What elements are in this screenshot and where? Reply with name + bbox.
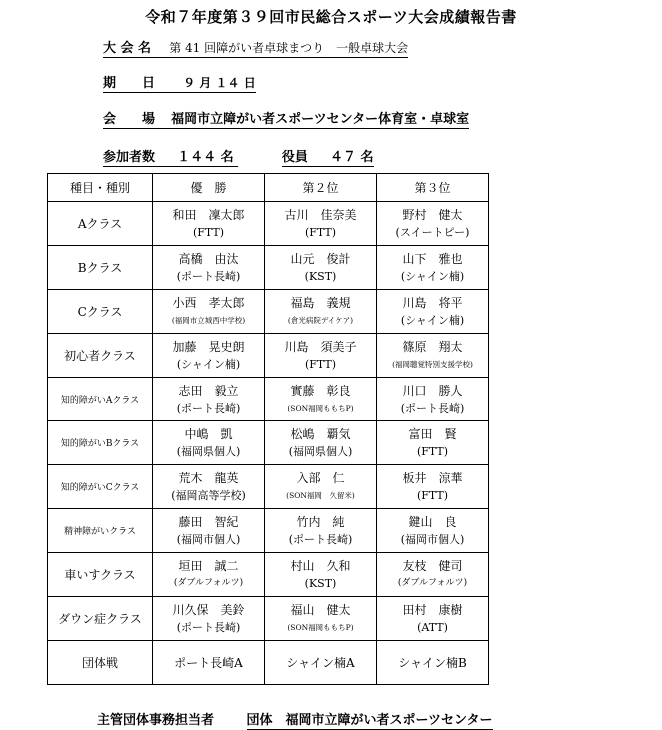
third-affiliation: (ATT): [417, 620, 448, 634]
first-place-cell: [153, 421, 265, 465]
third-affiliation: (福岡市個人): [400, 533, 465, 547]
footer-line: [97, 709, 493, 728]
second-place-cell: [265, 202, 377, 246]
third-place-cell: [377, 377, 489, 421]
third-name: 篠原 翔太: [402, 339, 463, 354]
header-category: 種目・種別: [48, 174, 153, 202]
second-affiliation: (KST): [304, 577, 337, 591]
winner-name: 中嶋 凱: [184, 427, 233, 442]
third-place-cell: [377, 333, 489, 377]
second-place-cell: [265, 509, 377, 553]
first-place-cell: [153, 202, 265, 246]
first-place-cell: [153, 553, 265, 597]
winner-name: 荒木 龍英: [178, 471, 239, 486]
participants-label: 参加者数: [103, 150, 156, 165]
second-affiliation: (福岡県個人): [288, 445, 353, 459]
second-affiliation: (ポート長崎): [288, 533, 353, 547]
second-place-cell: [265, 597, 377, 641]
category-cell: 初心者クラス: [48, 333, 153, 377]
first-place-cell: [153, 333, 265, 377]
third-affiliation: (ポート長崎): [400, 401, 465, 415]
winner-affiliation: (福岡県個人): [176, 445, 241, 459]
second-affiliation: (倉光病院デイケア): [287, 315, 354, 325]
date-line: [103, 72, 256, 91]
second-affiliation: (SON福岡 久留米): [286, 491, 355, 501]
officials-value: ４７ 名: [329, 150, 374, 165]
winner-affiliation: (福岡市個人): [176, 533, 241, 547]
winner-name: 垣田 誠二: [178, 559, 239, 574]
second-place-cell: シャイン楠A: [265, 640, 377, 684]
second-affiliation: (KST): [304, 269, 337, 283]
date-value: ９ 月 １４ 日: [183, 76, 256, 90]
category-cell: 知的障がいCクラス: [48, 465, 153, 509]
footer-label: 主管団体事務担当者: [97, 713, 215, 728]
third-place-cell: シャイン楠B: [377, 640, 489, 684]
third-affiliation: (スイートピー): [395, 225, 470, 239]
third-affiliation: (FTT): [416, 445, 449, 459]
second-place-cell: [265, 245, 377, 289]
third-place-cell: [377, 202, 489, 246]
winner-affiliation: (福岡市立城西中学校): [171, 315, 246, 325]
category-cell: 団体戦: [48, 640, 153, 684]
winner-name: 小西 孝太郎: [172, 295, 245, 310]
third-place-cell: [377, 245, 489, 289]
third-place-cell: [377, 509, 489, 553]
header-third: 第３位: [377, 174, 489, 202]
venue-value: 福岡市立障がい者スポーツセンター体育室・卓球室: [171, 112, 470, 127]
event-name-line: [103, 37, 408, 56]
third-affiliation: (シャイン楠): [400, 313, 465, 327]
second-name: 實藤 彰良: [290, 383, 351, 398]
category-cell: Bクラス: [48, 245, 153, 289]
venue-line: [103, 108, 469, 127]
header-second: 第２位: [265, 174, 377, 202]
winner-name: 藤田 智紀: [178, 515, 239, 530]
winner-name: 高橋 由汰: [178, 251, 239, 266]
third-name: 川島 将平: [402, 295, 463, 310]
second-name: 山元 俊計: [290, 251, 351, 266]
winner-affiliation: (シャイン楠): [176, 357, 241, 371]
winner-affiliation: (FTT): [192, 225, 225, 239]
table-row: [48, 289, 489, 333]
table-row: [48, 333, 489, 377]
table-row: [48, 245, 489, 289]
first-place-cell: [153, 597, 265, 641]
third-place-cell: [377, 421, 489, 465]
table-row: [48, 465, 489, 509]
winner-name: 川久保 美鈴: [172, 602, 245, 617]
participants-value: １４４ 名: [177, 150, 234, 165]
winner-affiliation: (ポート長崎): [176, 401, 241, 415]
second-affiliation: (FTT): [304, 357, 337, 371]
winner-affiliation: (ポート長崎): [176, 269, 241, 283]
category-cell: ダウン症クラス: [48, 597, 153, 641]
first-place-cell: [153, 289, 265, 333]
winner-affiliation: (福岡高等学校): [171, 489, 246, 503]
category-cell: 知的障がいAクラス: [48, 377, 153, 421]
category-cell: Aクラス: [48, 202, 153, 246]
officials-label: 役員: [281, 150, 308, 165]
third-name: 鍵山 良: [408, 515, 457, 530]
event-name-value: 第 41 回障がい者卓球まつり 一般卓球大会: [169, 41, 409, 55]
table-header-row: [48, 174, 489, 202]
header-first: 優 勝: [153, 174, 265, 202]
third-name: 板井 涼華: [402, 471, 463, 486]
second-place-cell: [265, 289, 377, 333]
venue-label: 会 場: [103, 112, 156, 127]
third-place-cell: [377, 465, 489, 509]
first-place-cell: ポート長崎A: [153, 640, 265, 684]
second-name: 松嶋 覇気: [290, 427, 351, 442]
page-title: 令和７年度第３９回市民総合スポーツ大会成績報告書: [145, 8, 517, 26]
third-affiliation: (ダブルフォルツ): [397, 578, 468, 589]
second-name: 古川 佳奈美: [284, 207, 357, 222]
third-affiliation: (FTT): [416, 489, 449, 503]
event-name-label: 大 会 名: [103, 41, 152, 56]
team-row: [48, 640, 489, 684]
results-table: [47, 173, 489, 685]
first-place-cell: [153, 245, 265, 289]
third-affiliation: (福岡聴覚特別支援学校): [392, 359, 473, 369]
second-name: 福山 健太: [290, 602, 351, 617]
second-place-cell: [265, 377, 377, 421]
second-name: 村山 久和: [290, 559, 351, 574]
category-cell: 精神障がいクラス: [48, 509, 153, 553]
third-place-cell: [377, 553, 489, 597]
table-row: [48, 553, 489, 597]
third-name: 川口 勝人: [402, 383, 463, 398]
second-name: 竹内 純: [296, 515, 345, 530]
first-place-cell: [153, 465, 265, 509]
footer-value: 団体 福岡市立障がい者スポーツセンター: [246, 713, 493, 728]
winner-affiliation: (ポート長崎): [176, 620, 241, 634]
second-place-cell: [265, 553, 377, 597]
category-cell: 車いすクラス: [48, 553, 153, 597]
winner-name: 加藤 晃史朗: [172, 339, 245, 354]
third-name: 野村 健太: [402, 207, 463, 222]
winner-name: 志田 毅立: [178, 383, 239, 398]
second-name: 入部 仁: [296, 471, 345, 486]
third-affiliation: (シャイン楠): [400, 269, 465, 283]
third-name: 山下 雅也: [402, 251, 463, 266]
participants-line: [103, 146, 374, 165]
third-name: 富田 賢: [408, 427, 457, 442]
third-place-cell: [377, 289, 489, 333]
second-affiliation: (SON福岡ももちP): [287, 403, 354, 413]
third-name: 友枝 健司: [402, 559, 463, 574]
second-place-cell: [265, 333, 377, 377]
second-name: 川島 須美子: [284, 339, 357, 354]
second-affiliation: (SON福岡ももちP): [287, 622, 354, 632]
first-place-cell: [153, 509, 265, 553]
table-row: [48, 509, 489, 553]
second-name: 福島 義規: [290, 295, 351, 310]
category-cell: 知的障がいBクラス: [48, 421, 153, 465]
second-affiliation: (FTT): [304, 225, 337, 239]
third-name: 田村 康樹: [402, 602, 463, 617]
second-place-cell: [265, 465, 377, 509]
table-row: [48, 421, 489, 465]
first-place-cell: [153, 377, 265, 421]
table-row: [48, 597, 489, 641]
table-row: [48, 202, 489, 246]
category-cell: Cクラス: [48, 289, 153, 333]
second-place-cell: [265, 421, 377, 465]
third-place-cell: [377, 597, 489, 641]
table-row: [48, 377, 489, 421]
winner-affiliation: (ダブルフォルツ): [173, 578, 244, 589]
winner-name: 和田 凜太郎: [172, 207, 245, 222]
date-label: 期 日: [103, 76, 156, 91]
